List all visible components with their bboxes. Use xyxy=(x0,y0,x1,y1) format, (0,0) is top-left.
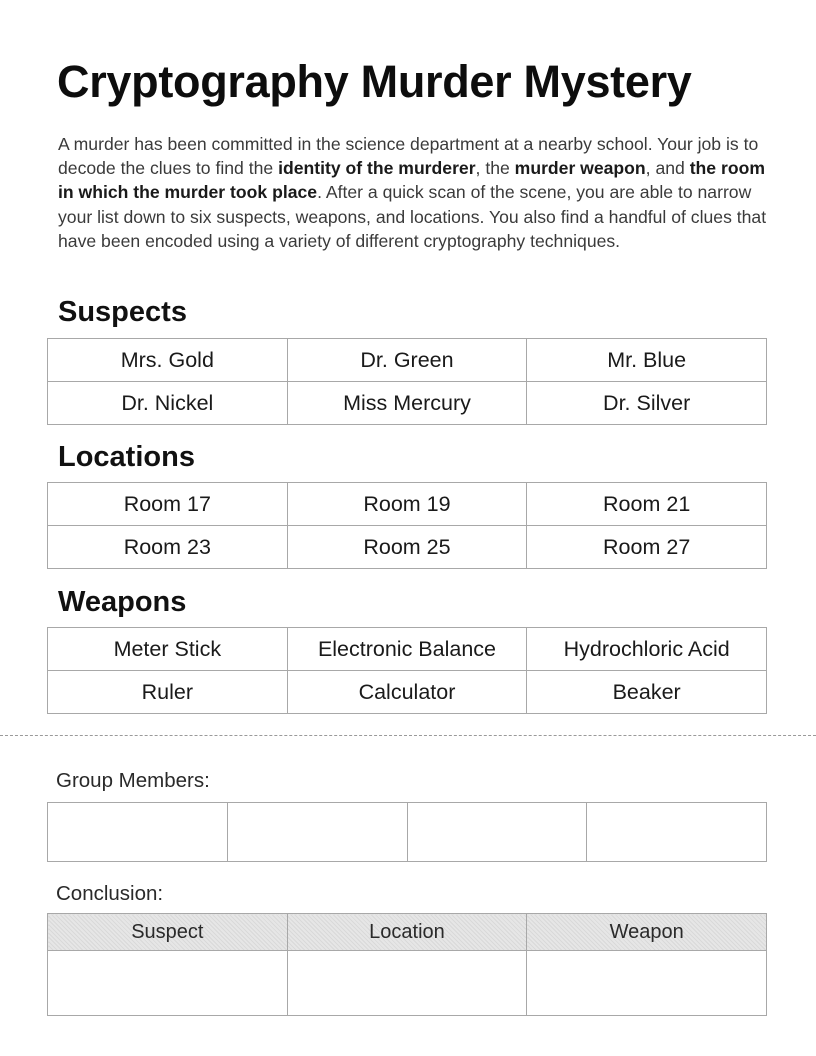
table-row xyxy=(48,951,767,1016)
conclusion-weapon-field[interactable] xyxy=(527,951,767,1016)
table-row xyxy=(48,382,767,425)
intro-bold-room: the room in which the murder took place xyxy=(58,158,765,203)
intro-paragraph xyxy=(58,132,770,253)
table-header-row xyxy=(48,914,767,951)
location-cell: Room 19 xyxy=(287,483,527,526)
locations-heading: Locations xyxy=(58,441,195,473)
weapon-cell: Hydrochloric Acid xyxy=(527,628,767,671)
table-row xyxy=(48,483,767,526)
table-row xyxy=(48,628,767,671)
conclusion-label: Conclusion: xyxy=(56,882,164,905)
conclusion-location-field[interactable] xyxy=(287,951,527,1016)
suspect-cell: Miss Mercury xyxy=(287,382,527,425)
weapon-cell: Calculator xyxy=(287,671,527,714)
suspect-cell: Mrs. Gold xyxy=(48,339,288,382)
intro-text: A murder has been committed in the science department at a nearby school. Your job is to decode the clues to find the xyxy=(58,134,759,179)
group-member-field[interactable] xyxy=(227,803,407,862)
suspects-heading: Suspects xyxy=(58,296,187,328)
dashed-cut-line xyxy=(0,735,816,736)
location-cell: Room 25 xyxy=(287,526,527,569)
location-cell: Room 23 xyxy=(48,526,288,569)
weapons-table xyxy=(47,627,767,714)
table-row xyxy=(48,671,767,714)
weapons-heading: Weapons xyxy=(58,586,187,618)
suspects-table xyxy=(47,338,767,425)
conclusion-header-weapon: Weapon xyxy=(527,914,767,951)
group-members-label: Group Members: xyxy=(56,769,210,792)
suspect-cell: Mr. Blue xyxy=(527,339,767,382)
location-cell: Room 21 xyxy=(527,483,767,526)
location-cell: Room 27 xyxy=(527,526,767,569)
suspect-cell: Dr. Green xyxy=(287,339,527,382)
locations-table xyxy=(47,482,767,569)
intro-bold-murderer: identity of the murderer xyxy=(278,158,476,179)
group-member-field[interactable] xyxy=(407,803,587,862)
conclusion-header-suspect: Suspect xyxy=(48,914,288,951)
intro-text: , the xyxy=(475,158,515,179)
page-title: Cryptography Murder Mystery xyxy=(57,56,692,107)
weapon-cell: Ruler xyxy=(48,671,288,714)
table-row xyxy=(48,803,767,862)
weapon-cell: Beaker xyxy=(527,671,767,714)
suspect-cell: Dr. Silver xyxy=(527,382,767,425)
table-row xyxy=(48,339,767,382)
group-member-field[interactable] xyxy=(48,803,228,862)
group-members-table xyxy=(47,802,767,862)
table-row xyxy=(48,526,767,569)
suspect-cell: Dr. Nickel xyxy=(48,382,288,425)
conclusion-table xyxy=(47,913,767,1016)
conclusion-suspect-field[interactable] xyxy=(48,951,288,1016)
weapon-cell: Electronic Balance xyxy=(287,628,527,671)
intro-text: , and xyxy=(645,158,690,179)
weapon-cell: Meter Stick xyxy=(48,628,288,671)
intro-bold-weapon: murder weapon xyxy=(514,158,646,179)
group-member-field[interactable] xyxy=(587,803,767,862)
intro-text: . After a quick scan of the scene, you are able to narrow your list down to six suspects, weapons, and locations. You also find a handful of clues that have been encoded using a variety of different cryptography techniques. xyxy=(58,182,767,251)
location-cell: Room 17 xyxy=(48,483,288,526)
conclusion-header-location: Location xyxy=(287,914,527,951)
